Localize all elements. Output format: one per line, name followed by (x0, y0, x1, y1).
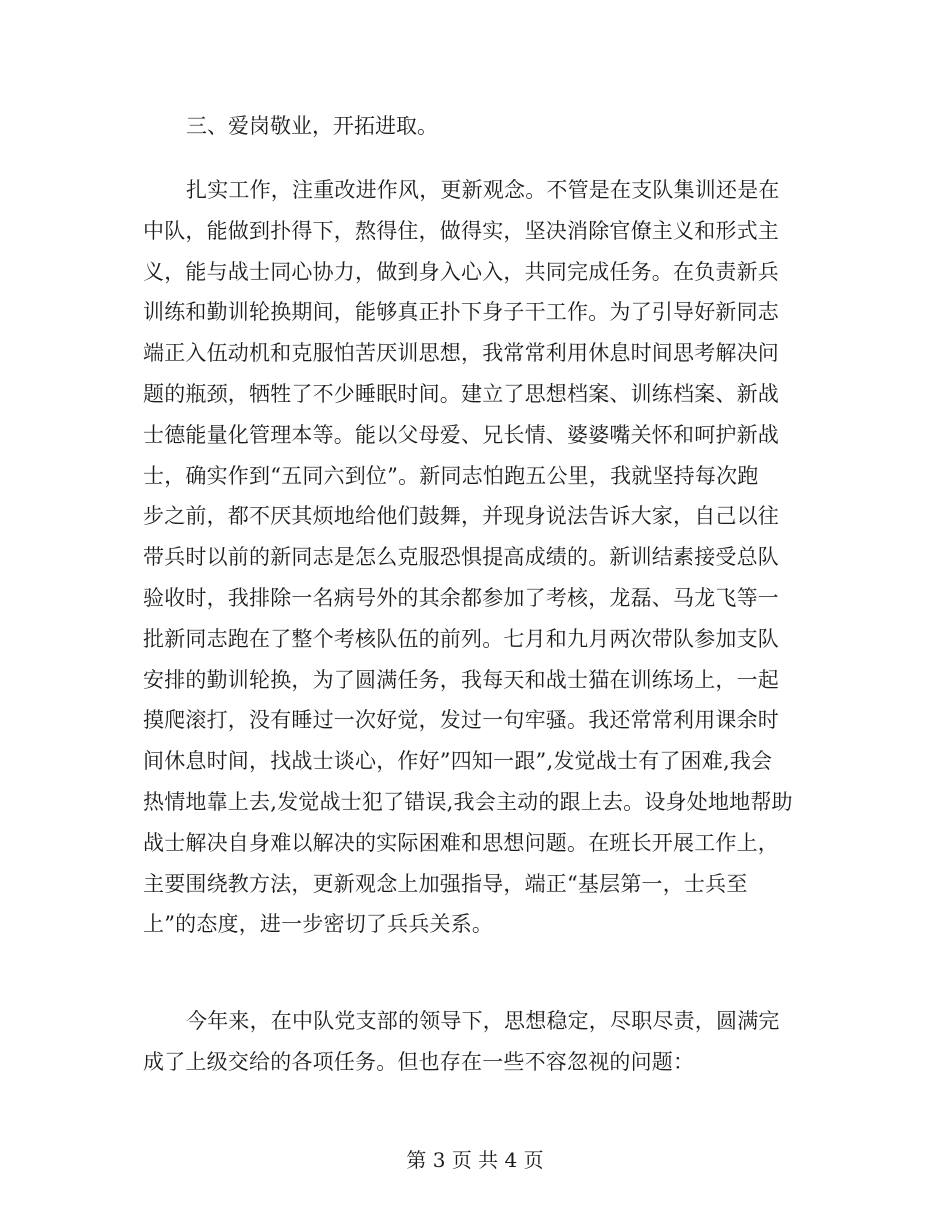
paragraph-line: 主要围绕教方法，更新观念上加强指导，端正“基层第一，士兵至 (143, 871, 748, 896)
paragraph-line: 士，确实作到“五同六到位”。新同志怕跑五公里，我就坚持每次跑 (143, 463, 759, 488)
paragraph-line: 端正入伍动机和克服怕苦厌训思想，我常常利用休息时间思考解决问 (143, 341, 779, 366)
paragraph-line: 间休息时间，找战士谈心，作好”四知一跟”,发觉战士有了困难,我会 (143, 749, 773, 774)
paragraph-line: 战士解决自身难以解决的实际困难和思想问题。在班长开展工作上， (143, 830, 779, 855)
paragraph-line: 士德能量化管理本等。能以父母爱、兄长情、婆婆嘴关怀和呵护新战 (143, 422, 779, 447)
paragraph-line: 验收时，我排除一名病号外的其余都参加了考核，龙磊、马龙飞等一 (143, 585, 779, 610)
paragraph-2 (143, 1001, 823, 1083)
paragraph-line: 中队，能做到扑得下，熬得住，做得实，坚决消除官僚主义和形式主 (143, 218, 779, 243)
paragraph-line: 上”的态度，进一步密切了兵兵关系。 (143, 912, 494, 937)
paragraph-line: 步之前，都不厌其烦地给他们鼓舞，并现身说法告诉大家，自己以往 (143, 504, 779, 529)
paragraph-line: 带兵时以前的新同志是怎么克服恐惧提高成绩的。新训结素接受总队 (143, 545, 779, 570)
section-heading: 三、爱岗敬业，开拓进取。 (186, 114, 438, 138)
paragraph-1 (143, 170, 823, 945)
paragraph-line: 训练和勤训轮换期间，能够真正扑下身子干工作。为了引导好新同志 (143, 300, 779, 325)
page-number-footer: 第 3 页 共 4 页 (406, 1148, 544, 1172)
paragraph-line: 题的瓶颈，牺牲了不少睡眠时间。建立了思想档案、训练档案、新战 (143, 381, 779, 406)
paragraph-line: 扎实工作，注重改进作风，更新观念。不管是在支队集训还是在 (186, 178, 780, 202)
paragraph-line: 摸爬滚打，没有睡过一次好觉，发过一句牢骚。我还常常利用课余时 (143, 708, 779, 733)
paragraph-line: 成了上级交给的各项任务。但也存在一些不容忽视的问题： (143, 1049, 695, 1074)
paragraph-line: 批新同志跑在了整个考核队伍的前列。七月和九月两次带队参加支队 (143, 626, 779, 651)
paragraph-line: 义，能与战士同心协力，做到身入心入，共同完成任务。在负责新兵 (143, 259, 779, 284)
paragraph-line: 安排的勤训轮换，为了圆满任务，我每天和战士猫在训练场上，一起 (143, 667, 779, 692)
paragraph-line: 今年来，在中队党支部的领导下，思想稳定，尽职尽责，圆满完 (186, 1009, 780, 1033)
paragraph-line: 热情地靠上去,发觉战士犯了错误,我会主动的跟上去。设身处地地帮助 (143, 789, 793, 814)
